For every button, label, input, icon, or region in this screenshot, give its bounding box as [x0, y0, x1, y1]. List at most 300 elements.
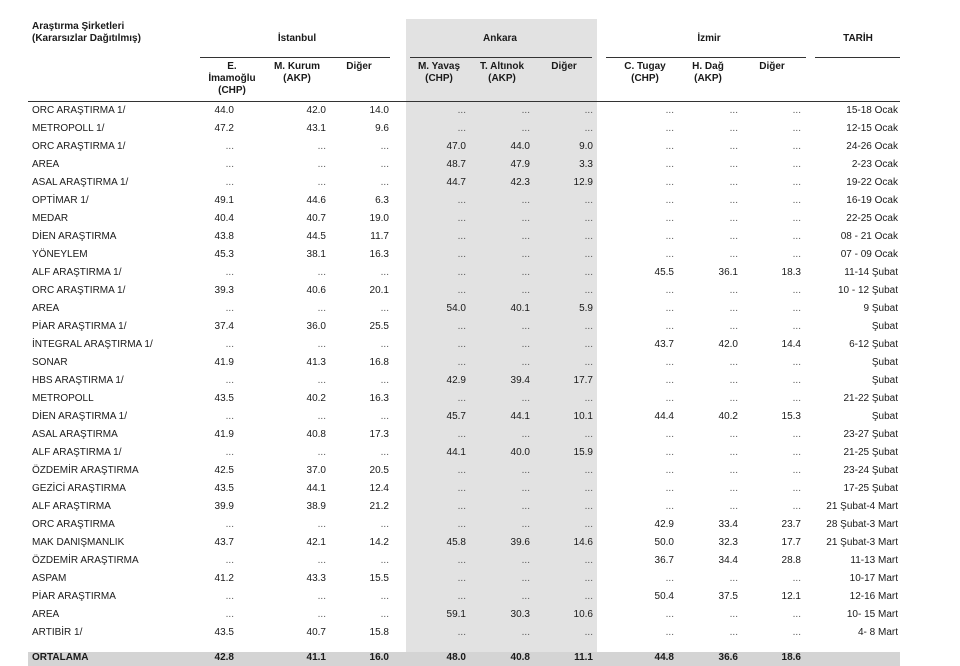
value-izmir-other: ...: [792, 447, 801, 458]
value-izmir-akp: ...: [729, 429, 738, 440]
value-ankara-other: ...: [584, 501, 593, 512]
poll-date: 07 - 09 Ocak: [840, 249, 898, 260]
value-izmir-chp: ...: [665, 159, 674, 170]
value-izmir-other: ...: [792, 609, 801, 620]
value-ankara-akp: 47.9: [510, 159, 530, 170]
company-name: DİEN ARAŞTIRMA 1/: [32, 411, 128, 422]
izmir-underline: [606, 57, 806, 58]
value-izmir-chp: ...: [665, 177, 674, 188]
value-istanbul-other: 16.3: [369, 393, 389, 404]
value-ankara-other: ...: [584, 483, 593, 494]
value-ankara-akp: ...: [521, 627, 530, 638]
company-name: PİAR ARAŞTIRMA: [32, 591, 116, 602]
value-ankara-other: ...: [584, 195, 593, 206]
value-ankara-chp: ...: [457, 123, 466, 134]
value-ankara-chp: ...: [457, 465, 466, 476]
value-istanbul-other: ...: [380, 447, 389, 458]
value-izmir-akp: 37.5: [718, 591, 738, 602]
value-izmir-other: ...: [792, 393, 801, 404]
value-izmir-other: 17.7: [781, 537, 801, 548]
value-istanbul-chp: 43.5: [214, 393, 234, 404]
value-izmir-akp: ...: [729, 483, 738, 494]
value-izmir-other: ...: [792, 141, 801, 152]
value-ankara-chp: ...: [457, 195, 466, 206]
table-row: [0, 246, 960, 264]
value-ankara-akp: ...: [521, 429, 530, 440]
value-istanbul-akp: 36.0: [306, 321, 326, 332]
table-row: [0, 390, 960, 408]
value-ankara-chp: ...: [457, 573, 466, 584]
value-izmir-chp: ...: [665, 375, 674, 386]
value-ankara-akp: ...: [521, 321, 530, 332]
poll-date: 28 Şubat-3 Mart: [826, 519, 898, 530]
value-izmir-chp: 44.4: [654, 411, 674, 422]
avg-izmir-chp: 44.8: [654, 652, 674, 663]
value-istanbul-akp: ...: [317, 609, 326, 620]
table-row: [0, 120, 960, 138]
value-ankara-akp: ...: [521, 501, 530, 512]
value-izmir-other: ...: [792, 465, 801, 476]
value-istanbul-akp: ...: [317, 411, 326, 422]
poll-date: Şubat: [871, 375, 898, 386]
company-name: METROPOLL 1/: [32, 123, 105, 134]
poll-date: 10-17 Mart: [849, 573, 898, 584]
value-izmir-other: ...: [792, 177, 801, 188]
value-izmir-other: ...: [792, 249, 801, 260]
value-ankara-other: ...: [584, 519, 593, 530]
poll-date: Şubat: [871, 357, 898, 368]
table-row: [0, 354, 960, 372]
subheader-ankara-1: [470, 61, 534, 85]
value-istanbul-akp: 44.6: [306, 195, 326, 206]
value-istanbul-akp: ...: [317, 555, 326, 566]
value-ankara-chp: 54.0: [446, 303, 466, 314]
poll-date: 10 - 12 Şubat: [837, 285, 898, 296]
poll-date: 22-25 Ocak: [846, 213, 898, 224]
value-ankara-other: ...: [584, 465, 593, 476]
value-istanbul-other: 14.0: [369, 105, 389, 116]
poll-date: 15-18 Ocak: [846, 105, 898, 116]
value-istanbul-chp: 42.5: [214, 465, 234, 476]
value-izmir-chp: ...: [665, 195, 674, 206]
value-ankara-other: ...: [584, 339, 593, 350]
value-izmir-akp: ...: [729, 501, 738, 512]
value-izmir-other: ...: [792, 213, 801, 224]
poll-date: 17-25 Şubat: [843, 483, 898, 494]
company-name: AREA: [32, 303, 60, 314]
value-izmir-chp: ...: [665, 357, 674, 368]
value-ankara-other: 10.1: [573, 411, 593, 422]
value-istanbul-other: ...: [380, 303, 389, 314]
value-istanbul-akp: 43.1: [306, 123, 326, 134]
value-ankara-chp: ...: [457, 213, 466, 224]
value-ankara-chp: 45.8: [446, 537, 466, 548]
company-name: MEDAR: [32, 213, 69, 224]
value-istanbul-chp: 41.9: [214, 357, 234, 368]
value-izmir-other: ...: [792, 501, 801, 512]
table-row: [0, 498, 960, 516]
table-row: [0, 480, 960, 498]
value-ankara-other: ...: [584, 429, 593, 440]
poll-date: 21 Şubat-4 Mart: [826, 501, 898, 512]
poll-date: 2-23 Ocak: [851, 159, 898, 170]
value-istanbul-chp: ...: [225, 555, 234, 566]
value-istanbul-chp: 49.1: [214, 195, 234, 206]
company-name: ORC ARAŞTIRMA 1/: [32, 105, 126, 116]
table-row: [0, 606, 960, 624]
company-name: OPTİMAR 1/: [32, 195, 89, 206]
table-row: [0, 570, 960, 588]
company-name: YÖNEYLEM: [32, 249, 88, 260]
value-ankara-akp: ...: [521, 519, 530, 530]
value-ankara-other: 10.6: [573, 609, 593, 620]
value-izmir-chp: ...: [665, 483, 674, 494]
istanbul-underline: [200, 57, 390, 58]
poll-date: 10- 15 Mart: [846, 609, 898, 620]
table-row: [0, 102, 960, 120]
value-izmir-other: 12.1: [781, 591, 801, 602]
value-ankara-akp: 42.3: [510, 177, 530, 188]
value-izmir-chp: ...: [665, 627, 674, 638]
subheader-line: (CHP): [631, 73, 659, 84]
value-ankara-chp: ...: [457, 627, 466, 638]
value-istanbul-chp: 39.3: [214, 285, 234, 296]
value-ankara-other: ...: [584, 393, 593, 404]
value-izmir-other: ...: [792, 483, 801, 494]
value-istanbul-other: 15.5: [369, 573, 389, 584]
table-row: [0, 462, 960, 480]
value-ankara-chp: ...: [457, 501, 466, 512]
company-name: HBS ARAŞTIRMA 1/: [32, 375, 124, 386]
value-ankara-akp: 39.6: [510, 537, 530, 548]
value-ankara-other: 12.9: [573, 177, 593, 188]
value-ankara-chp: ...: [457, 357, 466, 368]
value-ankara-akp: ...: [521, 483, 530, 494]
value-istanbul-chp: 43.8: [214, 231, 234, 242]
subheader-line: (AKP): [283, 73, 311, 84]
value-istanbul-akp: ...: [317, 303, 326, 314]
poll-date: 23-27 Şubat: [843, 429, 898, 440]
value-istanbul-chp: 39.9: [214, 501, 234, 512]
subheader-line: M. Kurum: [273, 61, 321, 72]
value-ankara-chp: ...: [457, 321, 466, 332]
value-ankara-other: ...: [584, 285, 593, 296]
value-istanbul-akp: ...: [317, 267, 326, 278]
value-ankara-akp: 44.0: [510, 141, 530, 152]
value-izmir-akp: ...: [729, 177, 738, 188]
value-istanbul-chp: 40.4: [214, 213, 234, 224]
subheader-line: İmamoğlu: [208, 73, 256, 84]
value-ankara-akp: ...: [521, 267, 530, 278]
subheader-line: H. Dağ: [692, 61, 724, 72]
poll-date: 11-13 Mart: [850, 555, 898, 566]
value-istanbul-akp: 37.0: [306, 465, 326, 476]
value-izmir-akp: ...: [729, 447, 738, 458]
value-izmir-akp: ...: [729, 465, 738, 476]
value-izmir-other: ...: [792, 303, 801, 314]
value-izmir-other: ...: [792, 429, 801, 440]
value-izmir-akp: ...: [729, 609, 738, 620]
value-izmir-chp: ...: [665, 429, 674, 440]
value-ankara-akp: ...: [521, 105, 530, 116]
value-izmir-akp: ...: [729, 105, 738, 116]
company-name: ASAL ARAŞTIRMA 1/: [32, 177, 129, 188]
poll-date: 23-24 Şubat: [843, 465, 898, 476]
value-ankara-akp: ...: [521, 231, 530, 242]
value-izmir-akp: ...: [729, 231, 738, 242]
value-izmir-chp: ...: [665, 609, 674, 620]
value-istanbul-other: ...: [380, 375, 389, 386]
value-ankara-chp: ...: [457, 339, 466, 350]
value-istanbul-akp: ...: [317, 339, 326, 350]
value-istanbul-akp: ...: [317, 519, 326, 530]
value-ankara-other: ...: [584, 231, 593, 242]
subheader-istanbul-0: [197, 61, 267, 97]
value-ankara-other: 5.9: [579, 303, 593, 314]
poll-date: 12-15 Ocak: [846, 123, 898, 134]
value-ankara-akp: ...: [521, 465, 530, 476]
value-ankara-akp: 44.1: [510, 411, 530, 422]
value-istanbul-akp: 40.7: [306, 627, 326, 638]
value-ankara-chp: ...: [457, 483, 466, 494]
value-istanbul-other: ...: [380, 411, 389, 422]
value-ankara-other: ...: [584, 105, 593, 116]
value-istanbul-other: 6.3: [375, 195, 389, 206]
value-izmir-akp: 36.1: [718, 267, 738, 278]
value-istanbul-other: 17.3: [369, 429, 389, 440]
company-name: AREA: [32, 609, 60, 620]
value-izmir-akp: ...: [729, 627, 738, 638]
value-izmir-akp: ...: [729, 123, 738, 134]
company-name: GEZİCİ ARAŞTIRMA: [32, 483, 126, 494]
company-name: İNTEGRAL ARAŞTIRMA 1/: [32, 339, 153, 350]
value-ankara-chp: 59.1: [446, 609, 466, 620]
value-istanbul-other: ...: [380, 591, 389, 602]
value-izmir-akp: ...: [729, 159, 738, 170]
value-izmir-other: ...: [792, 375, 801, 386]
company-name: ASAL ARAŞTIRMA: [32, 429, 118, 440]
value-istanbul-akp: 42.1: [306, 537, 326, 548]
avg-istanbul-chp: 42.8: [214, 652, 234, 663]
date-underline: [815, 57, 900, 58]
companies-title-line1: Araştırma Şirketleri: [32, 21, 125, 32]
company-name: ÖZDEMİR ARAŞTIRMA: [32, 555, 139, 566]
company-name: DİEN ARAŞTIRMA: [32, 231, 117, 242]
value-izmir-other: 14.4: [781, 339, 801, 350]
table-row: [0, 336, 960, 354]
avg-ankara-other: 11.1: [574, 652, 593, 663]
subheader-line: Diğer: [346, 61, 372, 72]
subheader-line: E.: [227, 61, 237, 72]
value-izmir-chp: 50.4: [654, 591, 674, 602]
value-ankara-akp: ...: [521, 339, 530, 350]
value-istanbul-chp: ...: [225, 339, 234, 350]
table-row: [0, 228, 960, 246]
value-istanbul-akp: 38.9: [306, 501, 326, 512]
poll-date: 16-19 Ocak: [846, 195, 898, 206]
value-izmir-akp: 40.2: [718, 411, 738, 422]
subheader-line: C. Tugay: [624, 61, 666, 72]
value-izmir-akp: 33.4: [718, 519, 738, 530]
value-istanbul-chp: ...: [225, 141, 234, 152]
table-row: [0, 408, 960, 426]
table-row: [0, 192, 960, 210]
value-ankara-akp: ...: [521, 393, 530, 404]
value-ankara-chp: ...: [457, 555, 466, 566]
value-ankara-other: 17.7: [573, 375, 593, 386]
value-izmir-chp: ...: [665, 321, 674, 332]
value-ankara-chp: 44.7: [446, 177, 466, 188]
value-istanbul-akp: 44.1: [306, 483, 326, 494]
subheader-ankara-2: [538, 61, 590, 73]
value-ankara-chp: ...: [457, 285, 466, 296]
company-name: ÖZDEMİR ARAŞTIRMA: [32, 465, 139, 476]
value-izmir-akp: 42.0: [718, 339, 738, 350]
value-ankara-chp: ...: [457, 429, 466, 440]
subheader-line: (CHP): [425, 73, 453, 84]
table-row: [0, 318, 960, 336]
value-istanbul-other: 20.1: [369, 285, 389, 296]
company-name: ORC ARAŞTIRMA: [32, 519, 115, 530]
average-row: [0, 650, 960, 666]
value-istanbul-chp: ...: [225, 609, 234, 620]
company-name: ARTIBİR 1/: [32, 627, 83, 638]
value-ankara-akp: 40.0: [510, 447, 530, 458]
value-izmir-other: ...: [792, 627, 801, 638]
table-row: [0, 588, 960, 606]
value-ankara-chp: ...: [457, 267, 466, 278]
value-istanbul-akp: ...: [317, 159, 326, 170]
value-ankara-other: ...: [584, 591, 593, 602]
value-ankara-akp: ...: [521, 123, 530, 134]
value-izmir-akp: ...: [729, 285, 738, 296]
value-ankara-akp: ...: [521, 357, 530, 368]
table-row: [0, 174, 960, 192]
table-row: [0, 282, 960, 300]
company-name: PİAR ARAŞTIRMA 1/: [32, 321, 127, 332]
value-izmir-other: ...: [792, 123, 801, 134]
value-istanbul-akp: 41.3: [306, 357, 326, 368]
region-istanbul: İstanbul: [277, 33, 317, 44]
subheader-line: (CHP): [218, 85, 246, 96]
value-ankara-other: ...: [584, 357, 593, 368]
value-istanbul-akp: ...: [317, 591, 326, 602]
table-row: [0, 264, 960, 282]
value-izmir-other: ...: [792, 105, 801, 116]
value-istanbul-akp: 40.8: [306, 429, 326, 440]
value-ankara-other: 9.0: [579, 141, 593, 152]
value-istanbul-chp: ...: [225, 591, 234, 602]
avg-izmir-other: 18.6: [781, 652, 801, 663]
table-row: [0, 138, 960, 156]
value-istanbul-chp: ...: [225, 267, 234, 278]
value-ankara-akp: 30.3: [510, 609, 530, 620]
company-name: ORC ARAŞTIRMA 1/: [32, 285, 126, 296]
value-izmir-akp: ...: [729, 321, 738, 332]
company-name: ALF ARAŞTIRMA 1/: [32, 447, 122, 458]
value-izmir-chp: 36.7: [654, 555, 674, 566]
value-ankara-akp: ...: [521, 555, 530, 566]
table-row: [0, 444, 960, 462]
company-name: ALF ARAŞTIRMA: [32, 501, 111, 512]
value-izmir-akp: ...: [729, 213, 738, 224]
company-name: METROPOLL: [32, 393, 94, 404]
value-istanbul-other: ...: [380, 555, 389, 566]
value-istanbul-other: 12.4: [369, 483, 389, 494]
value-istanbul-chp: 44.0: [214, 105, 234, 116]
ankara-underline: [410, 57, 592, 58]
value-ankara-other: ...: [584, 213, 593, 224]
value-istanbul-chp: 43.7: [214, 537, 234, 548]
value-ankara-chp: 45.7: [446, 411, 466, 422]
subheader-izmir-0: [614, 61, 676, 85]
value-istanbul-other: 15.8: [369, 627, 389, 638]
value-izmir-akp: ...: [729, 357, 738, 368]
value-izmir-other: ...: [792, 285, 801, 296]
table-row: [0, 534, 960, 552]
poll-date: 21-22 Şubat: [843, 393, 898, 404]
value-izmir-akp: ...: [729, 141, 738, 152]
value-izmir-akp: 34.4: [718, 555, 738, 566]
value-istanbul-akp: 40.7: [306, 213, 326, 224]
value-izmir-chp: 42.9: [654, 519, 674, 530]
poll-date: 08 - 21 Ocak: [840, 231, 898, 242]
average-label: ORTALAMA: [32, 652, 89, 663]
subheader-line: Diğer: [759, 61, 785, 72]
region-ankara: Ankara: [483, 33, 517, 44]
value-istanbul-chp: 37.4: [214, 321, 234, 332]
table-row: [0, 426, 960, 444]
poll-date: Şubat: [871, 411, 898, 422]
value-izmir-chp: ...: [665, 447, 674, 458]
value-ankara-other: ...: [584, 627, 593, 638]
value-izmir-other: 23.7: [781, 519, 801, 530]
subheader-line: (AKP): [488, 73, 516, 84]
value-istanbul-other: ...: [380, 339, 389, 350]
value-istanbul-other: ...: [380, 141, 389, 152]
value-istanbul-other: 9.6: [375, 123, 389, 134]
value-istanbul-other: ...: [380, 519, 389, 530]
value-ankara-other: 3.3: [579, 159, 593, 170]
table-row: [0, 300, 960, 318]
value-istanbul-akp: ...: [317, 375, 326, 386]
value-istanbul-akp: 43.3: [306, 573, 326, 584]
value-ankara-chp: 48.7: [446, 159, 466, 170]
value-izmir-akp: ...: [729, 303, 738, 314]
value-izmir-other: 28.8: [781, 555, 801, 566]
date-title: TARİH: [843, 33, 873, 44]
poll-date: 4- 8 Mart: [857, 627, 898, 638]
value-ankara-chp: 42.9: [446, 375, 466, 386]
subheader-izmir-1: [680, 61, 736, 85]
value-izmir-chp: ...: [665, 573, 674, 584]
value-izmir-other: ...: [792, 321, 801, 332]
value-ankara-chp: 44.1: [446, 447, 466, 458]
value-istanbul-other: 20.5: [369, 465, 389, 476]
company-name: AREA: [32, 159, 60, 170]
value-ankara-chp: ...: [457, 519, 466, 530]
value-izmir-chp: ...: [665, 393, 674, 404]
value-ankara-akp: ...: [521, 573, 530, 584]
avg-istanbul-other: 16.0: [369, 652, 389, 663]
value-istanbul-akp: 44.5: [306, 231, 326, 242]
value-izmir-akp: ...: [729, 249, 738, 260]
value-izmir-chp: 50.0: [654, 537, 674, 548]
value-istanbul-chp: ...: [225, 375, 234, 386]
value-istanbul-akp: 38.1: [306, 249, 326, 260]
value-izmir-chp: ...: [665, 501, 674, 512]
poll-date: 21-25 Şubat: [843, 447, 898, 458]
